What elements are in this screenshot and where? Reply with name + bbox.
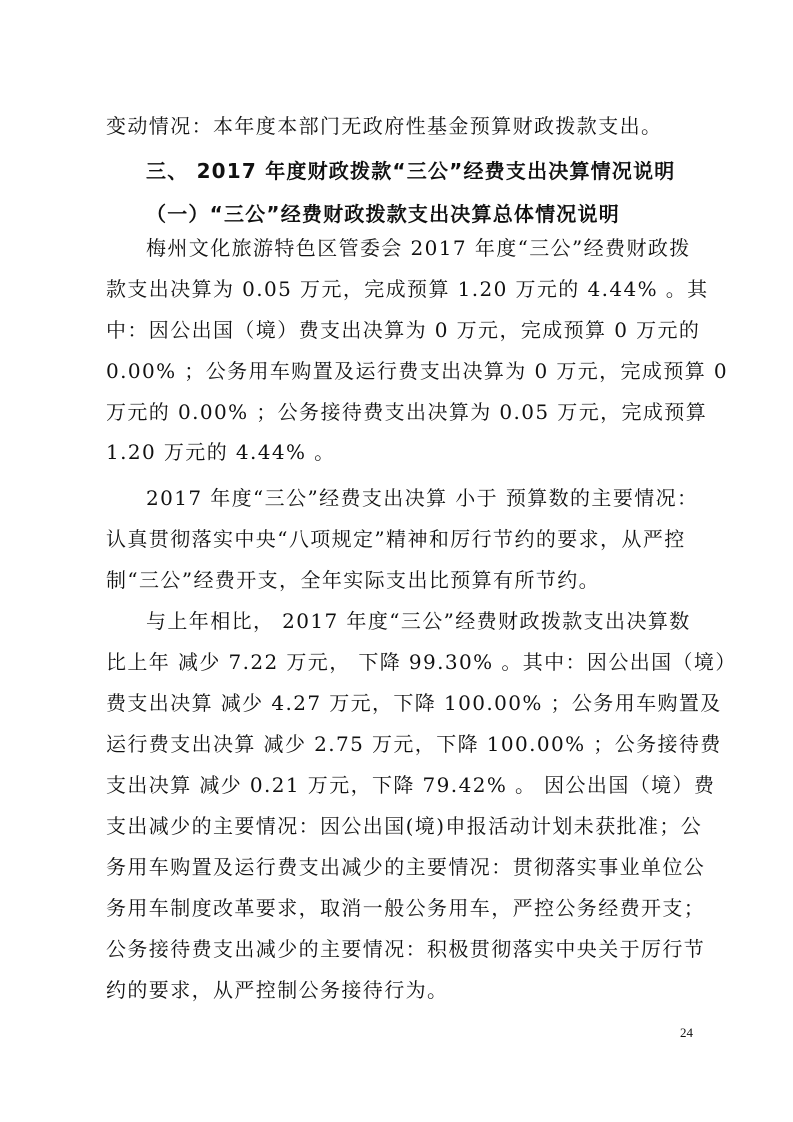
body-text-line: 公务接待费支出减少的主要情况：积极贯彻落实中央关于厉行节 — [106, 937, 706, 961]
body-text-line: 1.20 万元的 4.44% 。 — [106, 440, 336, 464]
body-text-line: 运行费支出决算 减少 2.75 万元，下降 100.00% ；公务接待费 — [106, 732, 722, 756]
body-text-line: 比上年 减少 7.22 万元， 下降 99.30% 。其中：因公出国（境） — [106, 650, 737, 674]
body-text-line: 款支出决算为 0.05 万元，完成预算 1.20 万元的 4.44% 。其 — [106, 277, 709, 301]
body-text-line: 费支出决算 减少 4.27 万元，下降 100.00% ；公务用车购置及 — [106, 691, 722, 715]
body-text-line: 务用车制度改革要求，取消一般公务用车，严控公务经费开支； — [106, 896, 706, 920]
section-heading: 三、 2017 年度财政拨款“三公”经费支出决算情况说明 — [146, 159, 676, 183]
body-text-line: 务用车购置及运行费支出减少的主要情况：贯彻落实事业单位公 — [106, 855, 706, 879]
body-text-line: 制“三公”经费开支，全年实际支出比预算有所节约。 — [106, 568, 601, 592]
subsection-heading: （一）“三公”经费财政拨款支出决算总体情况说明 — [146, 202, 620, 226]
body-text-line: 0.00% ；公务用车购置及运行费支出决算为 0 万元，完成预算 0 — [106, 359, 729, 383]
body-text-line: 约的要求，从严控制公务接待行为。 — [106, 978, 449, 1002]
body-text-line: 2017 年度“三公”经费支出决算 小于 预算数的主要情况： — [146, 486, 699, 510]
page-number: 24 — [680, 1025, 693, 1040]
body-text-line: 万元的 0.00% ；公务接待费支出决算为 0.05 万元，完成预算 — [106, 400, 708, 424]
body-text-line: 中：因公出国（境）费支出决算为 0 万元，完成预算 0 万元的 — [106, 318, 701, 342]
body-text-line: 与上年相比， 2017 年度“三公”经费财政拨款支出决算数 — [146, 609, 691, 633]
body-text-line: 梅州文化旅游特色区管委会 2017 年度“三公”经费财政拨 — [146, 236, 691, 260]
body-text-line: 认真贯彻落实中央“八项规定”精神和厉行节约的要求，从严控 — [106, 527, 686, 551]
body-text-line: 支出决算 减少 0.21 万元，下降 79.42% 。 因公出国（境）费 — [106, 773, 716, 797]
body-text-line: 变动情况：本年度本部门无政府性基金预算财政拨款支出。 — [106, 114, 663, 138]
body-text-line: 支出减少的主要情况：因公出国(境)申报活动计划未获批准；公 — [106, 814, 703, 838]
